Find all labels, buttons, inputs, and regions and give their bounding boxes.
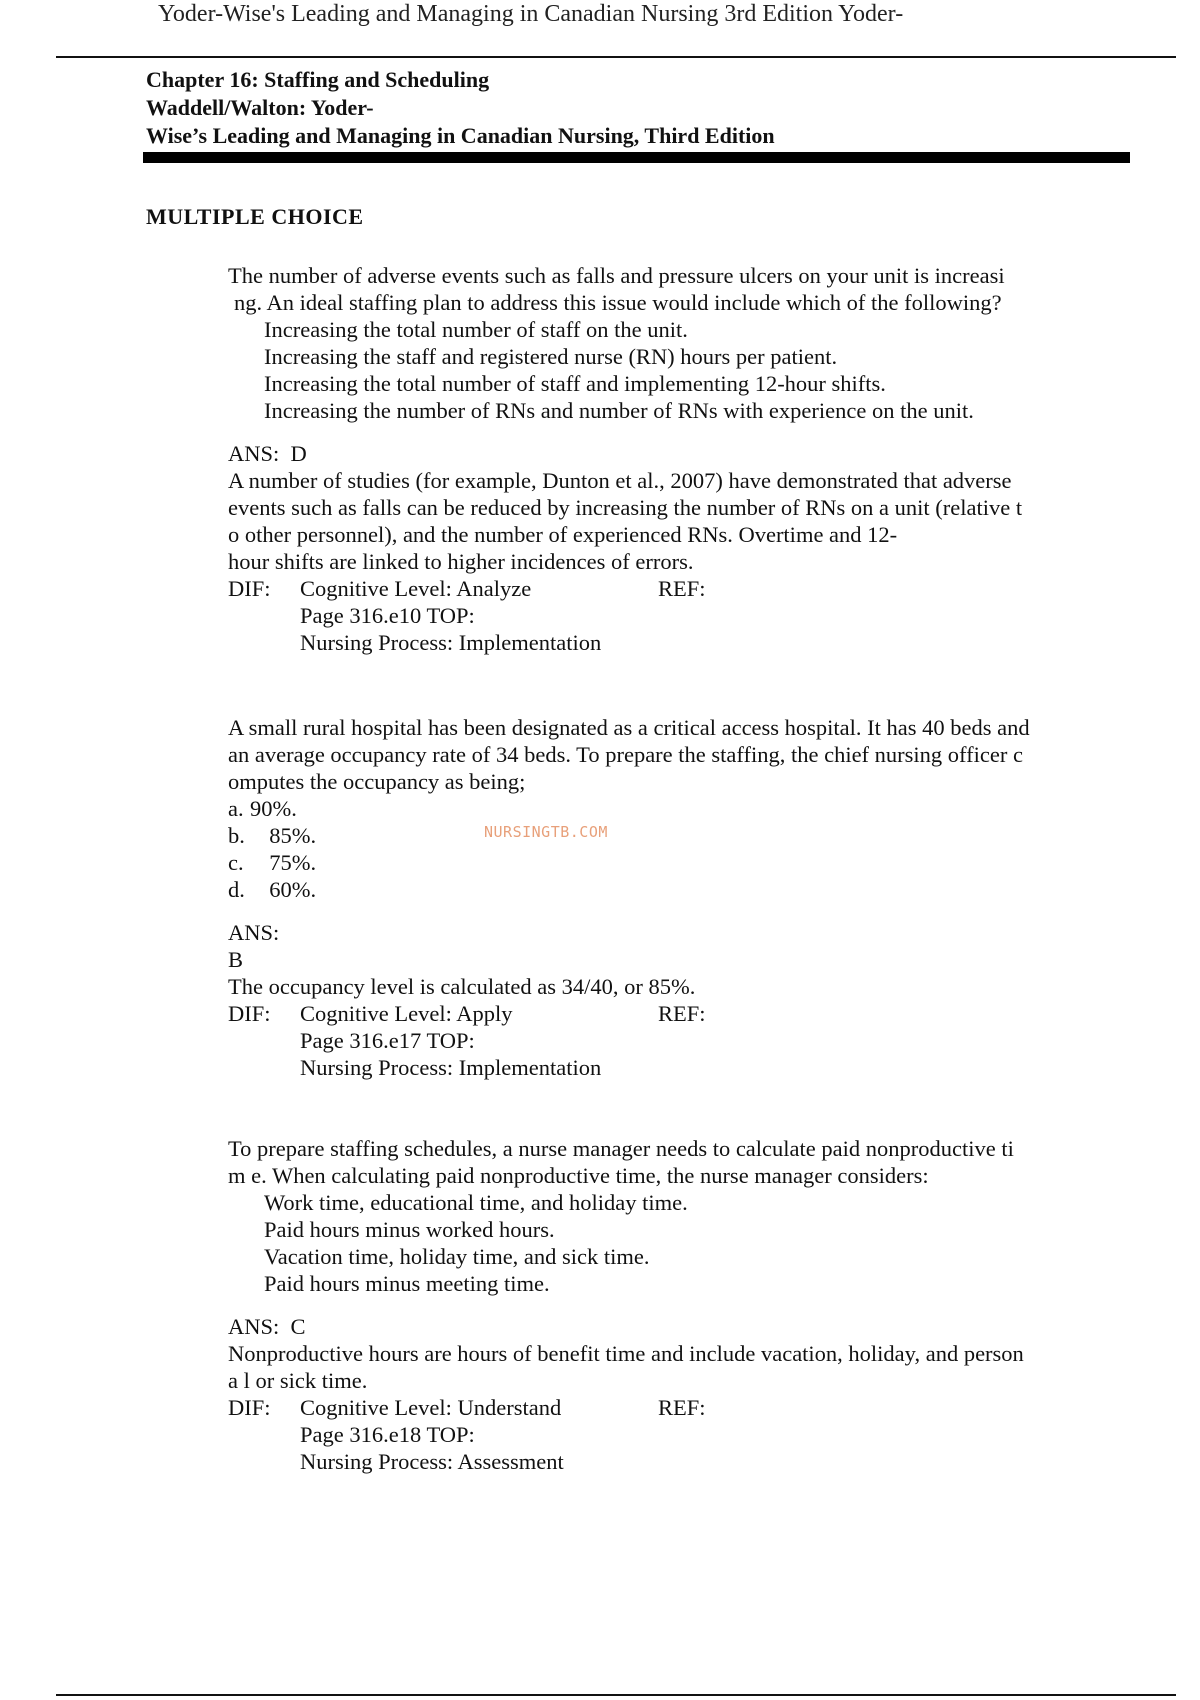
dif-label: DIF: (228, 1001, 271, 1026)
rationale-line: hour shifts are linked to higher incidences of errors. (228, 549, 694, 574)
difficulty-row (228, 1394, 1118, 1421)
page-reference: Page 316.e10 TOP: (300, 603, 475, 628)
running-header: Yoder-Wise's Leading and Managing in Canadian Nursing 3rd Edition Yoder- (158, 1, 904, 27)
rationale-line: o other personnel), and the number of experienced RNs. Overtime and 12- (228, 522, 898, 547)
cognitive-level: Cognitive Level: Analyze (300, 576, 532, 601)
question-2 (228, 714, 1118, 1081)
difficulty-row (228, 575, 1118, 602)
option-text: 85%. (269, 823, 317, 848)
rationale-line: The occupancy level is calculated as 34/40, or 85%. (228, 974, 696, 999)
question-3 (228, 1135, 1118, 1475)
answer-label: ANS: (228, 1314, 280, 1339)
chapter-authors: Waddell/Walton: Yoder- (146, 95, 374, 120)
answer-line (228, 1313, 1118, 1340)
ref-label: REF: (658, 576, 706, 601)
answer-option: Vacation time, holiday time, and sick time. (264, 1244, 650, 1269)
answer-label: ANS: (228, 920, 280, 945)
option-letter: c. (228, 850, 244, 875)
footer-rule (56, 1694, 1176, 1696)
answer-option: Increasing the number of RNs and number of RNs with experience on the unit. (264, 398, 974, 423)
answer-option: Work time, educational time, and holiday time. (264, 1190, 688, 1215)
option-text: 75%. (269, 850, 317, 875)
section-title: MULTIPLE CHOICE (146, 204, 364, 229)
cognitive-level: Cognitive Level: Apply (300, 1001, 513, 1026)
question-stem-line: The number of adverse events such as falls and pressure ulcers on your unit is increasi (228, 263, 1005, 288)
option-letter: d. (228, 877, 245, 902)
answer-line (228, 440, 1118, 467)
dif-label: DIF: (228, 576, 271, 601)
nursing-process: Nursing Process: Implementation (300, 630, 602, 655)
chapter-divider-bar (143, 152, 1130, 163)
book-title: Wise’s Leading and Managing in Canadian Nursing, Third Edition (146, 123, 775, 148)
question-stem-line: ng. An ideal staffing plan to address this issue would include which of the following? (234, 290, 1002, 315)
chapter-title: Chapter 16: Staffing and Scheduling (146, 67, 490, 92)
question-stem-line: A small rural hospital has been designated as a critical access hospital. It has 40 beds and (228, 715, 1030, 740)
answer-option (228, 795, 1118, 822)
question-stem-line: an average occupancy rate of 34 beds. To prepare the staffing, the chief nursing officer c (228, 742, 1023, 767)
watermark: NURSINGTB.COM (484, 823, 608, 841)
option-letter: b. (228, 823, 245, 848)
ref-label: REF: (658, 1395, 706, 1420)
answer-value: B (228, 947, 244, 972)
rationale-line: Nonproductive hours are hours of benefit time and include vacation, holiday, and person (228, 1341, 1024, 1366)
answer-option (228, 822, 1118, 849)
chapter-heading (146, 66, 1146, 150)
page-reference: Page 316.e17 TOP: (300, 1028, 475, 1053)
answer-option (228, 876, 1118, 903)
nursing-process: Nursing Process: Implementation (300, 1055, 602, 1080)
answer-value: D (290, 441, 307, 466)
question-stem-line: To prepare staffing schedules, a nurse manager needs to calculate paid nonproductive ti (228, 1136, 1014, 1161)
ref-label: REF: (658, 1001, 706, 1026)
difficulty-row (228, 1000, 1118, 1027)
rationale-line: A number of studies (for example, Dunton et al., 2007) have demonstrated that adverse (228, 468, 1012, 493)
question-stem-line: m e. When calculating paid nonproductive time, the nurse manager considers: (228, 1163, 929, 1188)
dif-label: DIF: (228, 1395, 271, 1420)
answer-label: ANS: (228, 441, 280, 466)
option-text: 90%. (250, 796, 297, 821)
answer-option: Increasing the staff and registered nurse (RN) hours per patient. (264, 344, 838, 369)
answer-value: C (290, 1314, 306, 1339)
answer-option: Increasing the total number of staff on the unit. (264, 317, 688, 342)
option-text: 60%. (269, 877, 317, 902)
question-stem-line: omputes the occupancy as being; (228, 769, 526, 794)
option-letter: a. (228, 796, 244, 821)
page-reference: Page 316.e18 TOP: (300, 1422, 475, 1447)
answer-option: Increasing the total number of staff and implementing 12-hour shifts. (264, 371, 886, 396)
nursing-process: Nursing Process: Assessment (300, 1449, 564, 1474)
question-1 (228, 262, 1118, 656)
cognitive-level: Cognitive Level: Understand (300, 1395, 562, 1420)
answer-option (228, 849, 1118, 876)
answer-option: Paid hours minus meeting time. (264, 1271, 550, 1296)
rationale-line: events such as falls can be reduced by increasing the number of RNs on a unit (relative t (228, 495, 1023, 520)
rationale-line: a l or sick time. (228, 1368, 368, 1393)
header-rule (56, 56, 1176, 58)
answer-option: Paid hours minus worked hours. (264, 1217, 555, 1242)
